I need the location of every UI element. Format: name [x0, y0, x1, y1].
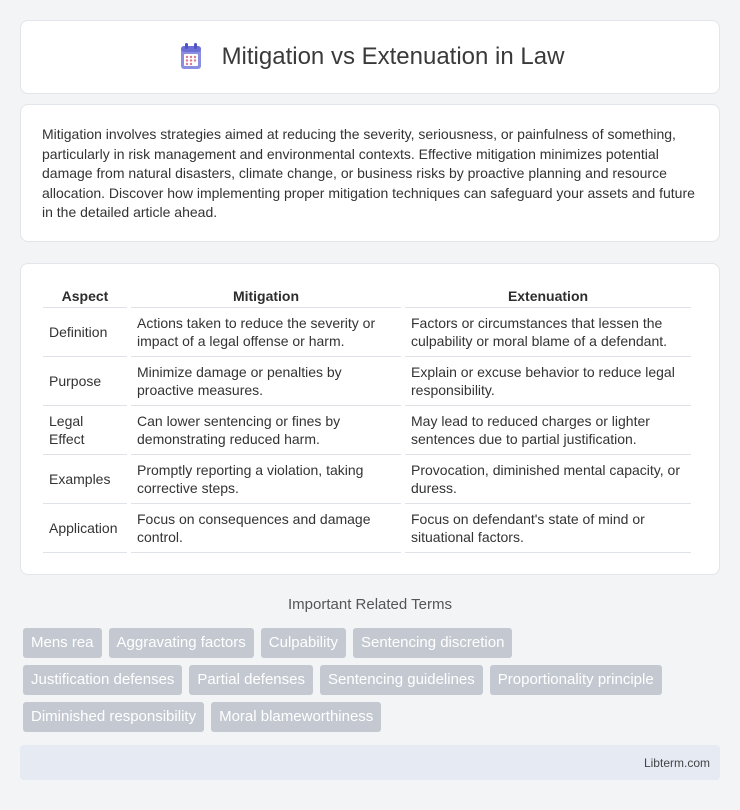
related-terms-list [23, 628, 723, 739]
term-tag[interactable]: Moral blameworthiness [211, 702, 381, 732]
header-extenuation: Extenuation [405, 284, 691, 308]
row-extenuation: Factors or circumstances that lessen the culpability or moral blame of a defendant. [405, 308, 691, 357]
term-tag[interactable]: Aggravating factors [109, 628, 254, 658]
row-aspect: Definition [43, 308, 127, 357]
term-tag[interactable]: Proportionality principle [490, 665, 662, 695]
page-title: Mitigation vs Extenuation in Law [221, 43, 565, 70]
row-extenuation: May lead to reduced charges or lighter sentences due to partial justification. [405, 406, 691, 455]
row-aspect: Examples [43, 455, 127, 504]
term-tag[interactable]: Culpability [261, 628, 346, 658]
row-aspect: Application [43, 504, 127, 553]
table-row [43, 357, 691, 406]
table-row [43, 455, 691, 504]
row-mitigation: Minimize damage or penalties by proactive measures. [131, 357, 401, 406]
row-mitigation: Focus on consequences and damage control. [131, 504, 401, 553]
row-aspect: Purpose [43, 357, 127, 406]
comparison-table [39, 284, 695, 553]
title-wrap [176, 42, 565, 72]
table-row [43, 504, 691, 553]
footer [20, 745, 720, 780]
row-mitigation: Actions taken to reduce the severity or impact of a legal offense or harm. [131, 308, 401, 357]
term-tag[interactable]: Mens rea [23, 628, 102, 658]
row-mitigation: Can lower sentencing or fines by demonstrating reduced harm. [131, 406, 401, 455]
header-aspect: Aspect [43, 284, 127, 308]
term-row [23, 665, 723, 695]
intro-card [20, 104, 720, 242]
table-header-row [43, 284, 691, 308]
term-row [23, 628, 723, 658]
row-extenuation: Focus on defendant's state of mind or situational factors. [405, 504, 691, 553]
comparison-card [20, 263, 720, 575]
intro-paragraph: Mitigation involves strategies aimed at reducing the severity, seriousness, or painfulness of something, particularly in risk management and environmental contexts. Effective mitigation minimizes potential damage from natural disasters, climate change, or business risks by proactive planning and resource allocation. Discover how implementing proper mitigation techniques can safeguard your assets and future in the detailed article ahead. [42, 126, 695, 220]
header-mitigation: Mitigation [131, 284, 401, 308]
term-tag[interactable]: Diminished responsibility [23, 702, 204, 732]
document-list-icon [176, 42, 206, 72]
table-row [43, 406, 691, 455]
row-extenuation: Provocation, diminished mental capacity, or duress. [405, 455, 691, 504]
table-row [43, 308, 691, 357]
term-tag[interactable]: Justification defenses [23, 665, 182, 695]
row-extenuation: Explain or excuse behavior to reduce legal responsibility. [405, 357, 691, 406]
footer-site-link[interactable]: Libterm.com [643, 755, 710, 770]
term-tag[interactable]: Partial defenses [189, 665, 313, 695]
header-card [20, 20, 720, 94]
related-terms-heading: Important Related Terms [288, 596, 452, 613]
term-row [23, 702, 723, 732]
term-tag[interactable]: Sentencing guidelines [320, 665, 483, 695]
row-aspect: Legal Effect [43, 406, 127, 455]
row-mitigation: Promptly reporting a violation, taking corrective steps. [131, 455, 401, 504]
term-tag[interactable]: Sentencing discretion [353, 628, 512, 658]
